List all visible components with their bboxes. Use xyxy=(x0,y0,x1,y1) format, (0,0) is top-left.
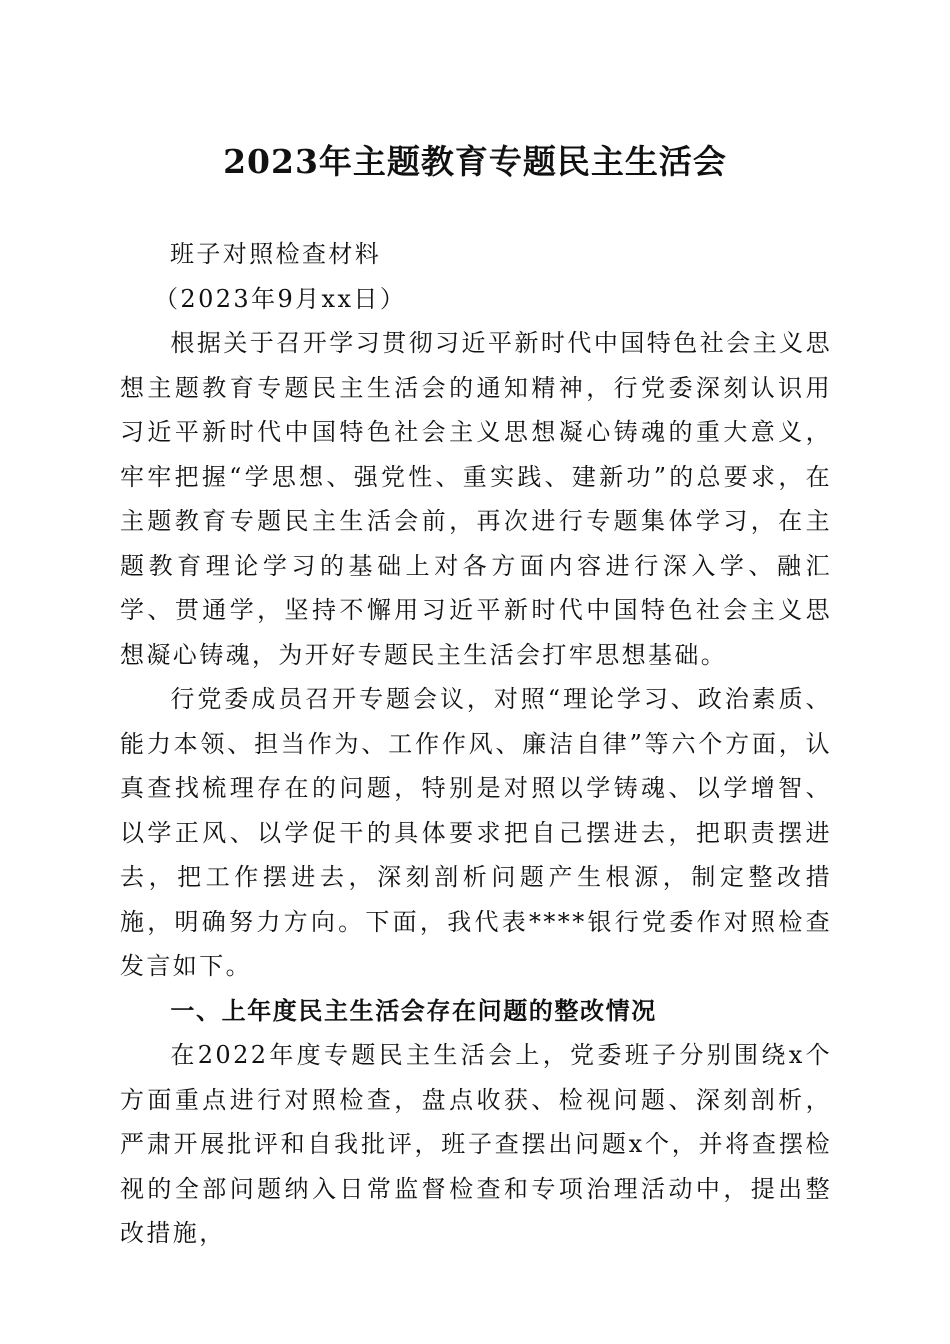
document-subtitle: 班子对照检查材料 xyxy=(170,240,382,268)
document-date: （2023年9月xx日） xyxy=(154,284,407,313)
body-paragraph: 行党委成员召开专题会议，对照“理论学习、政治素质、能力本领、担当作为、工作作风、廉洁自律”等六个方面，认真查找梳理存在的问题，特别是对照以学铸魂、以学增智、以学正风、以学促干的具体要求把自己摆进去，把职责摆进去，把工作摆进去，深刻剖析问题产生根源，制定整改措施，明确努力方向。下面，我代表****银行党委作对照检查发言如下。 xyxy=(120,685,832,980)
body-paragraph: 根据关于召开学习贯彻习近平新时代中国特色社会主义思想主题教育专题民主生活会的通知精神，行党委深刻认识用习近平新时代中国特色社会主义思想凝心铸魂的重大意义，牢牢把握“学思想、强党性、重实践、建新功”的总要求，在主题教育专题民主生活会前，再次进行专题集体学习，在主题教育理论学习的基础上对各方面内容进行深入学、融汇学、贯通学，坚持不懈用习近平新时代中国特色社会主义思想凝心铸魂，为开好专题民主生活会打牢思想基础。 xyxy=(120,329,832,669)
document-title: 2023年主题教育专题民主生活会 xyxy=(223,142,727,181)
section-paragraph: 在2022年度专题民主生活会上，党委班子分别围绕x个方面重点进行对照检查，盘点收获、检视问题、深刻剖析，严肃开展批评和自我批评，班子查摆出问题x个，并将查摆检视的全部问题纳入日常监督检查和专项治理活动中，提出整改措施， xyxy=(120,1041,832,1247)
document-body xyxy=(120,232,832,1256)
section-heading: 一、上年度民主生活会存在问题的整改情况 xyxy=(170,996,657,1025)
